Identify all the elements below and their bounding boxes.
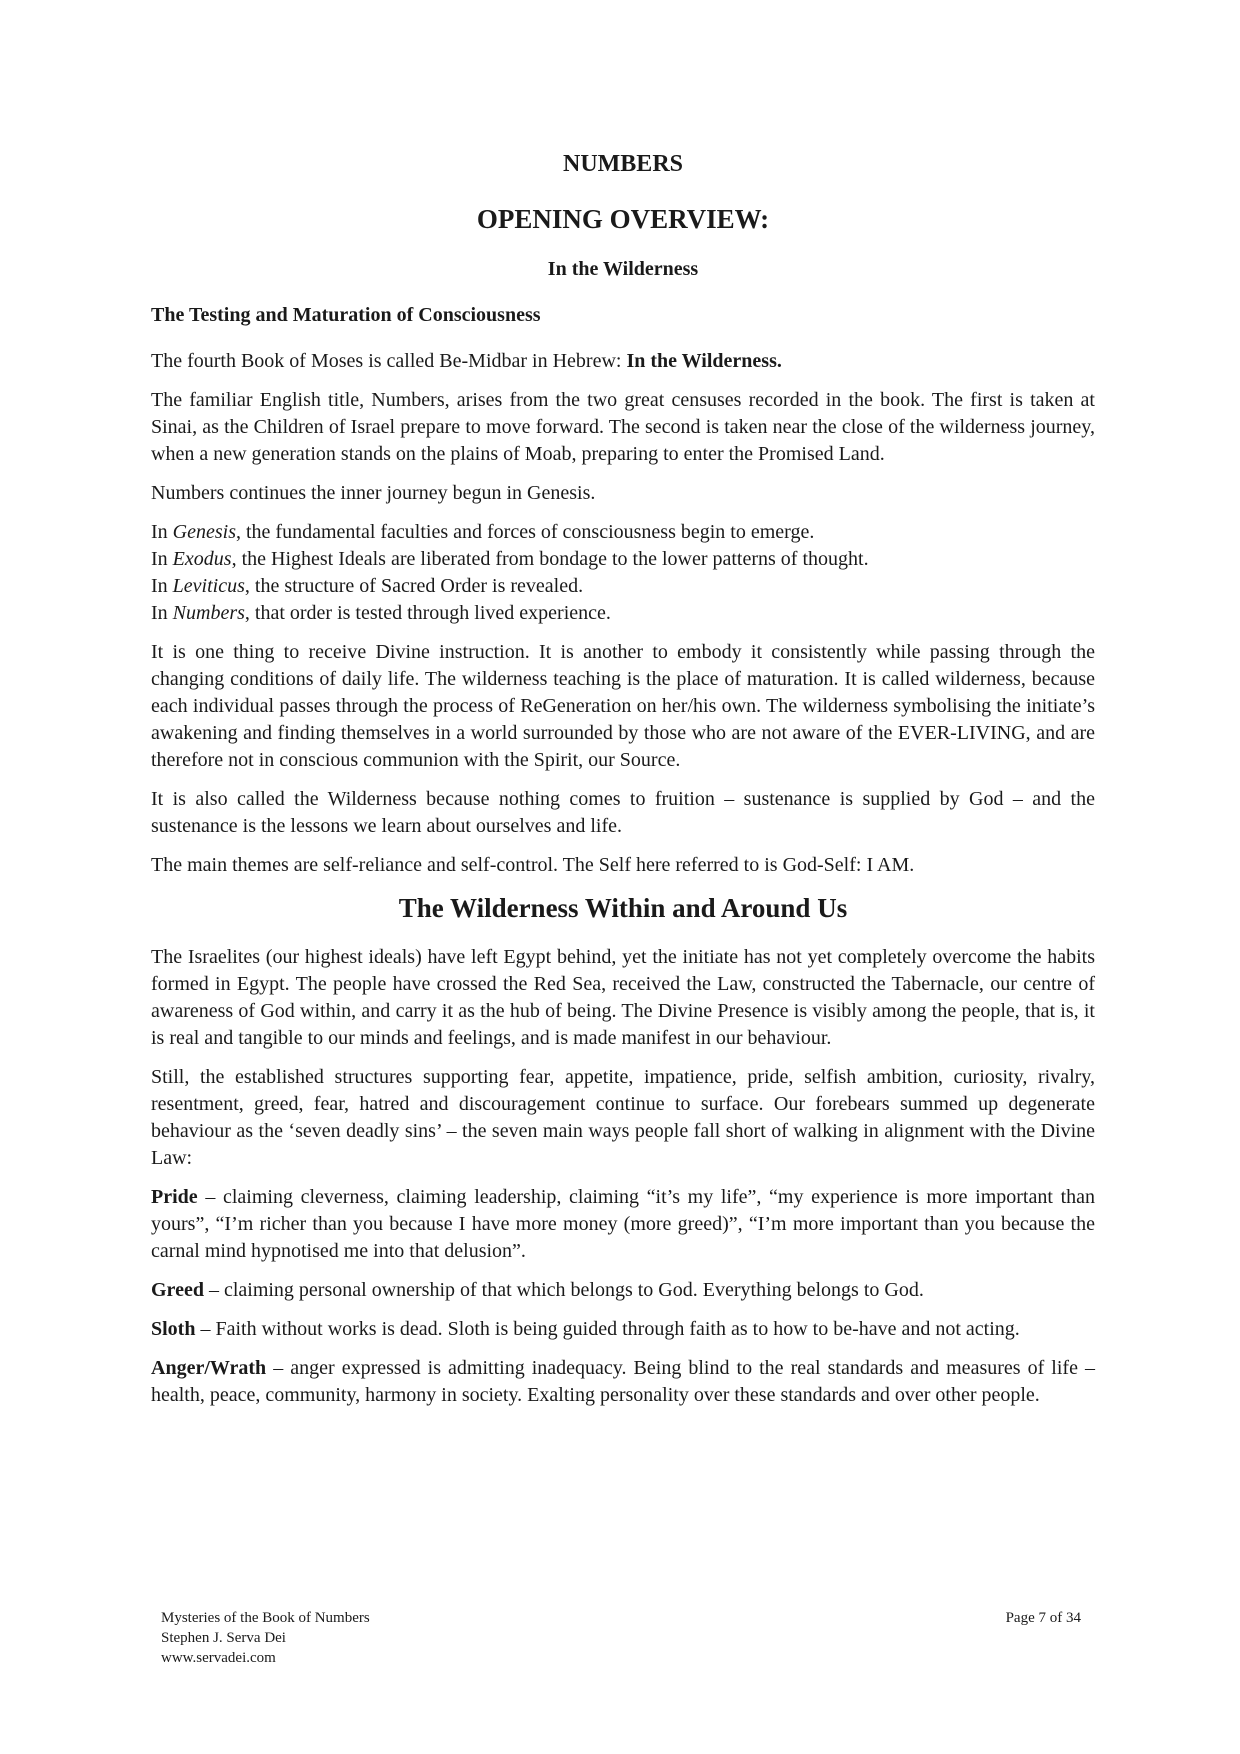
intro-paragraph-4: It is one thing to receive Divine instruction. It is another to embody it consistently while passing through the changing conditions of daily life. The wilderness teaching is the place of maturation. It is called wilderness, because each individual passes through the process of ReGeneration on her/his own. The wilderness symbolising the initiate’s awakening and finding themselves in a world surrounded by those who are not aware of the EVER-LIVING, and are therefore not in conscious communion with the Spirit, our Source. [151, 641, 1095, 772]
sin-pride [151, 1184, 1095, 1265]
sin-term: Anger/Wrath [151, 1357, 267, 1380]
book-name: Numbers [172, 602, 245, 625]
footer-info [161, 1608, 370, 1668]
book-description: , the structure of Sacred Order is revealed. [244, 575, 584, 598]
book-prefix: In [151, 602, 173, 625]
sin-greed [151, 1277, 1095, 1304]
section-heading: The Wilderness Within and Around Us [398, 893, 848, 924]
book-description: , the fundamental faculties and forces of consciousness begin to emerge. [236, 521, 815, 544]
book-line-numbers [151, 600, 1095, 627]
sin-description: – anger expressed is admitting inadequacy. Being blind to the real standards and measures of life – health, peace, community, harmony in society. Exalting personality over these standards and over other people. [151, 1357, 1095, 1407]
sin-term: Greed [151, 1279, 204, 1302]
overview-title: OPENING OVERVIEW: [476, 203, 770, 234]
book-line-exodus [151, 546, 1095, 573]
intro-paragraph-1 [151, 348, 1095, 375]
sin-sloth [151, 1316, 1095, 1343]
book-description: , the Highest Ideals are liberated from bondage to the lower patterns of thought. [231, 548, 869, 571]
book-name: Exodus [172, 548, 232, 571]
sin-term: Sloth [151, 1318, 196, 1341]
page-number: Page 7 of 34 [1005, 1610, 1081, 1626]
book-prefix: In [151, 548, 173, 571]
section-paragraph-2: Still, the established structures supporting fear, appetite, impatience, pride, selfish ambition, curiosity, rivalry, resentment, greed, fear, hatred and discouragement continue to surface. Our forebears summed up degenerate behaviour as the ‘seven deadly sins’ – the seven main ways people fall short of walking in alignment with the Divine Law: [151, 1066, 1095, 1170]
footer-author: Stephen J. Serva Dei [161, 1630, 286, 1646]
sin-description: – claiming personal ownership of that which belongs to God. Everything belongs to God. [203, 1279, 924, 1302]
book-prefix: In [151, 575, 173, 598]
book-name: Genesis [172, 521, 236, 544]
intro-paragraph-5: It is also called the Wilderness because nothing comes to fruition – sustenance is supplied by God – and the sustenance is the lessons we learn about ourselves and life. [151, 788, 1095, 838]
sin-anger [151, 1355, 1095, 1409]
book-prefix: In [151, 521, 173, 544]
intro-paragraph-3: Numbers continues the inner journey begun in Genesis. [151, 482, 596, 505]
footer-website: www.servadei.com [161, 1650, 276, 1666]
subtitle: In the Wilderness [547, 258, 699, 281]
intro-paragraph-1-text: The fourth Book of Moses is called Be-Midbar in Hebrew: [151, 350, 627, 373]
footer-book-title: Mysteries of the Book of Numbers [161, 1610, 370, 1626]
book-line-genesis [151, 519, 1095, 546]
intro-paragraph-2: The familiar English title, Numbers, arises from the two great censuses recorded in the book. The first is taken at Sinai, as the Children of Israel prepare to move forward. The second is taken near the close of the wilderness journey, when a new generation stands on the plains of Moab, preparing to enter the Promised Land. [151, 389, 1095, 466]
book-title: NUMBERS [562, 151, 683, 177]
book-name: Leviticus [172, 575, 245, 598]
page-content [151, 150, 1095, 1409]
sin-description: – claiming cleverness, claiming leadership, claiming “it’s my life”, “my experience is more important than yours”, “I’m richer than you because I have more money (more greed)”, “I’m more important than you because the carnal mind hypnotised me into that delusion”. [151, 1186, 1095, 1263]
intro-paragraph-1-bold: In the Wilderness. [626, 350, 782, 373]
intro-heading: The Testing and Maturation of Consciousness [151, 304, 541, 327]
intro-paragraph-6: The main themes are self-reliance and self-control. The Self here referred to is God-Self: I AM. [151, 854, 915, 877]
section-paragraph-1: The Israelites (our highest ideals) have left Egypt behind, yet the initiate has not yet completely overcome the habits formed in Egypt. The people have crossed the Red Sea, received the Law, constructed the Tabernacle, our centre of awareness of God within, and carry it as the hub of being. The Divine Presence is visibly among the people, that is, it is real and tangible to our minds and feelings, and is made manifest in our behaviour. [151, 946, 1095, 1050]
books-list [151, 519, 1095, 627]
sin-description: – Faith without works is dead. Sloth is being guided through faith as to how to be-have and not acting. [195, 1318, 1020, 1341]
book-line-leviticus [151, 573, 1095, 600]
book-description: , that order is tested through lived experience. [244, 602, 611, 625]
sin-term: Pride [151, 1186, 198, 1209]
